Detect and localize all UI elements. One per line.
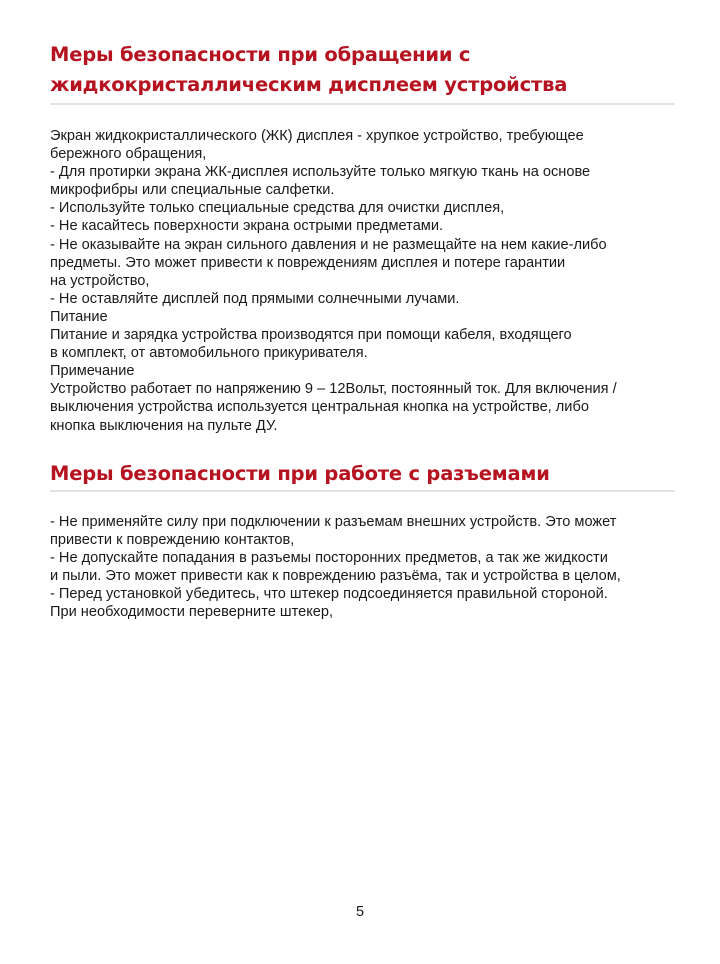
section-1-subheading-power: Питание bbox=[50, 308, 108, 325]
section-1-text-line: - Не оказывайте на экран сильного давления и не размещайте на нем какие-либо bbox=[50, 236, 607, 253]
page-number: 5 bbox=[355, 904, 365, 920]
section-1-text-line: микрофибры или специальные салфетки. bbox=[50, 182, 335, 199]
section-1-text-line: - Не оставляйте дисплей под прямыми солнечными лучами. bbox=[50, 290, 460, 307]
section-2-text-line: - Не допускайте попадания в разъемы посторонних предметов, а так же жидкости bbox=[50, 550, 608, 567]
section-2-text-line: - Перед установкой убедитесь, что штекер подсоединяется правильной стороной. bbox=[50, 586, 608, 603]
section-1-text-line: - Для протирки экрана ЖК-дисплея используйте только мягкую ткань на основе bbox=[50, 164, 591, 181]
section-1-title bbox=[50, 40, 670, 100]
section-1-subheading-note: Примечание bbox=[50, 363, 135, 380]
section-1-text-line: - Используйте только специальные средства для очистки дисплея, bbox=[50, 200, 505, 217]
section-1-body bbox=[50, 127, 680, 435]
section-2-text-line: и пыли. Это может привести как к повреждению разъёма, так и устройства в целом, bbox=[50, 568, 621, 585]
section-1-text-line: Питание и зарядка устройства производятся при помощи кабеля, входящего bbox=[50, 327, 572, 344]
section-1-divider bbox=[50, 103, 675, 105]
section-2-text-line: - Не применяйте силу при подключении к разъемам внешних устройств. Это может bbox=[50, 514, 617, 530]
section-2-title bbox=[50, 459, 670, 489]
section-1-title-line: жидкокристаллическим дисплеем устройства bbox=[50, 73, 568, 96]
section-1-text-line: предметы. Это может привести к повреждениям дисплея и потере гарантии bbox=[50, 254, 566, 271]
section-1-text-line: на устройство, bbox=[50, 272, 150, 289]
section-2-divider bbox=[50, 490, 675, 492]
section-2-title-line: Меры безопасности при работе с разъемами bbox=[50, 462, 550, 485]
section-1-text-line: Устройство работает по напряжению 9 – 12Вольт, постоянный ток. Для включения / bbox=[50, 381, 617, 398]
section-1-text-line: в комплект, от автомобильного прикуривателя. bbox=[50, 345, 368, 362]
section-1-title-line: Меры безопасности при обращении с bbox=[50, 43, 471, 66]
section-2-text-line: При необходимости переверните штекер, bbox=[50, 604, 334, 621]
section-1-text-line: - Не касайтесь поверхности экрана острыми предметами. bbox=[50, 218, 444, 235]
section-2-text-line: привести к повреждению контактов, bbox=[50, 532, 295, 549]
section-2-body bbox=[50, 513, 680, 622]
section-1-text-line: выключения устройства используется центральная кнопка на устройстве, либо bbox=[50, 399, 589, 416]
section-1-text-line: кнопка выключения на пульте ДУ. bbox=[50, 417, 278, 434]
section-1-text-line: бережного обращения, bbox=[50, 146, 207, 163]
section-1-text-line: Экран жидкокристаллического (ЖК) дисплея - хрупкое устройство, требующее bbox=[50, 128, 584, 144]
